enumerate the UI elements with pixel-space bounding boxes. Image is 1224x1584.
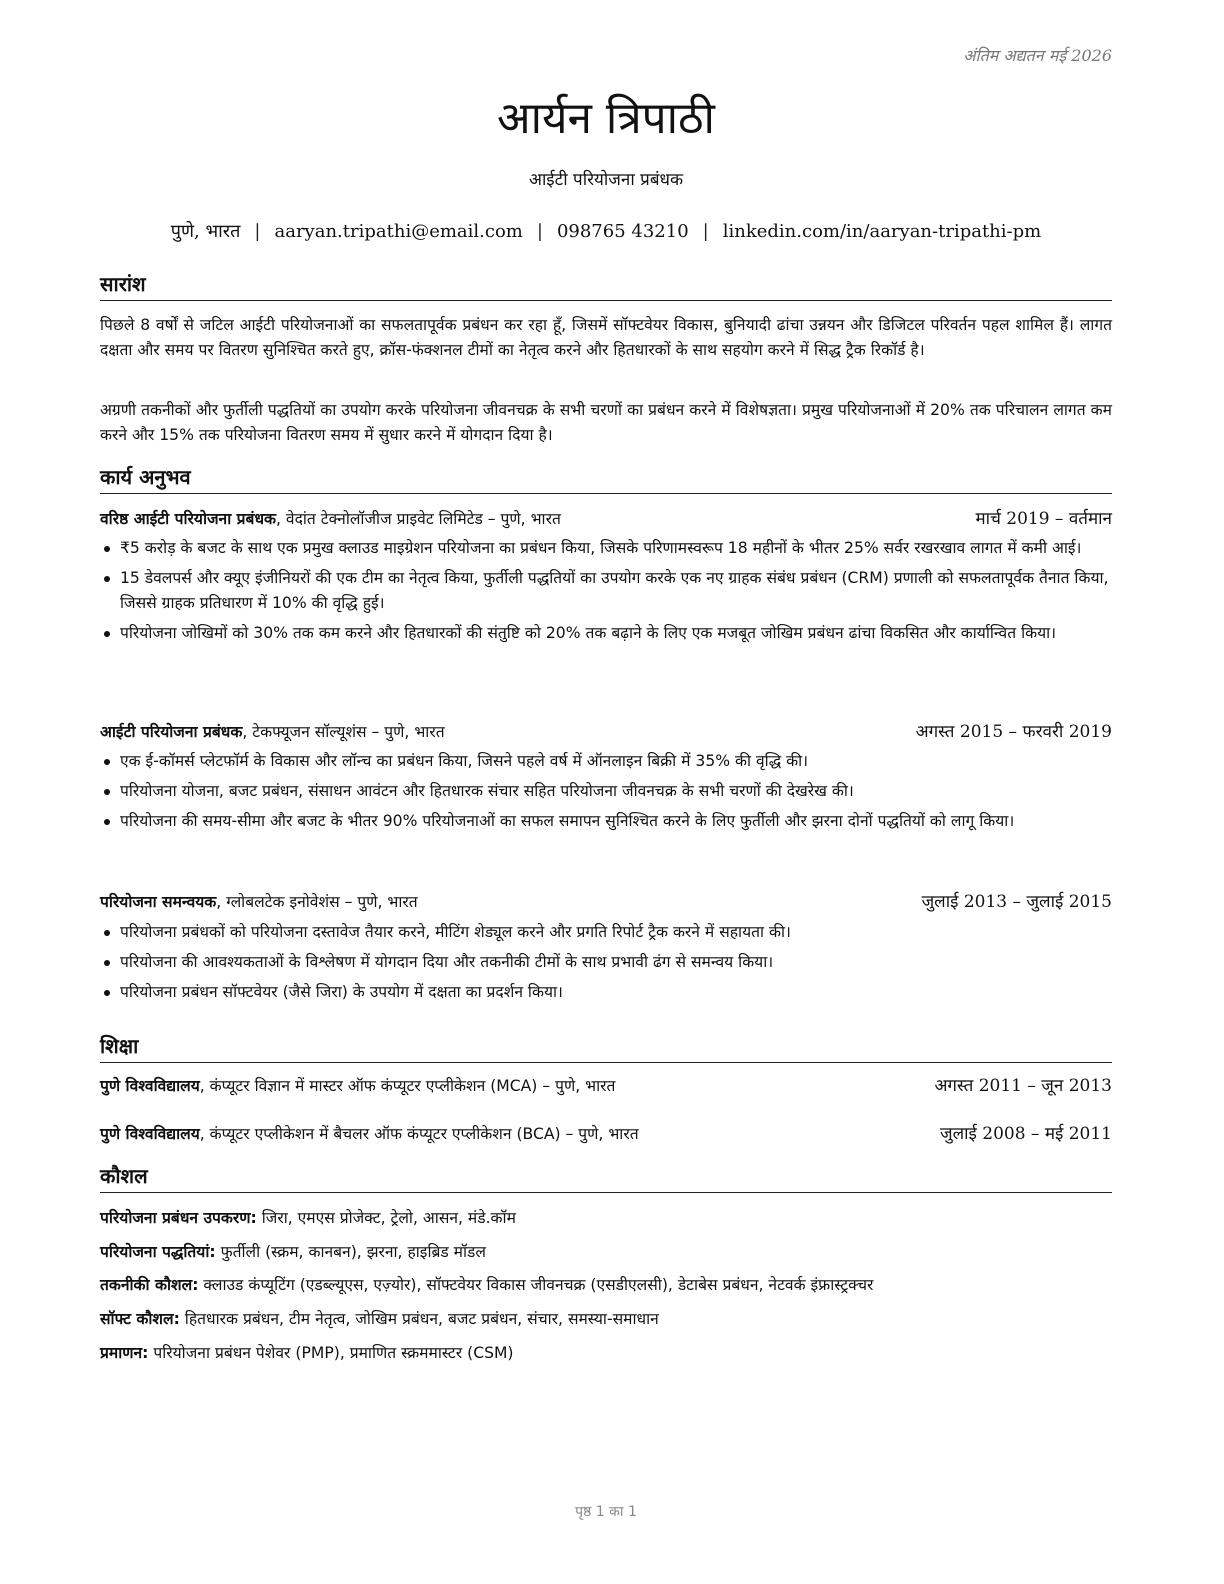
- skill-value: हितधारक प्रबंधन, टीम नेतृत्व, जोखिम प्रबंधन, बजट प्रबंधन, संचार, समस्या-समाधान: [179, 1310, 659, 1328]
- summary-paragraph: पिछले 8 वर्षों से जटिल आईटी परियोजनाओं का सफलतापूर्वक प्रबंधन कर रहा हूँ, जिसमें सॉफ्टवेयर विकास, बुनियादी ढांचा उन्नयन और डिजिटल परिवर्तन पहल शामिल हैं। लागत दक्षता और समय पर वितरण सुनिश्चित करते हुए, क्रॉस-फंक्शनल टीमों का नेतृत्व करने और हितधारकों के साथ सहयोग करने में सिद्ध ट्रैक रिकॉर्ड है।: [100, 316, 1112, 359]
- candidate-name: आर्यन त्रिपाठी: [497, 93, 715, 144]
- skill-value: क्लाउड कंप्यूटिंग (एडब्ल्यूएस, एज़्योर), सॉफ्टवेयर विकास जीवनचक्र (एसडीएलसी), डेटाबेस प्रबंधन, नेटवर्क इंफ्रास्ट्रक्चर: [198, 1276, 874, 1294]
- job-bullet: परियोजना जोखिमों को 30% तक कम करने और हितधारकों की संतुष्टि को 20% तक बढ़ाने के लिए एक मजबूत जोखिम प्रबंधन ढांचा विकसित और कार्यान्वित किया।: [100, 621, 1112, 646]
- education-entry: [100, 1074, 1112, 1098]
- skill-row: [100, 1307, 1112, 1331]
- contact-separator: |: [254, 221, 261, 242]
- job-bullet: परियोजना योजना, बजट प्रबंधन, संसाधन आवंटन और हितधारक संचार सहित परियोजना जीवनचक्र के सभी चरणों की देखरेख की।: [100, 779, 1112, 804]
- skill-row: [100, 1206, 1112, 1230]
- education-degree: , कंप्यूटर एप्लीकेशन में बैचलर ऑफ कंप्यूटर एप्लीकेशन (BCA) – पुणे, भारत: [199, 1125, 639, 1143]
- candidate-role: आईटी परियोजना प्रबंधक: [528, 170, 684, 190]
- job-organization: , टेकफ्यूजन सॉल्यूशंस – पुणे, भारत: [242, 723, 445, 741]
- contact-linkedin[interactable]: linkedin.com/in/aaryan-tripathi-pm: [722, 221, 1042, 242]
- skill-label: परियोजना प्रबंधन उपकरण:: [100, 1209, 257, 1227]
- job-bullet: परियोजना की आवश्यकताओं के विश्लेषण में योगदान दिया और तकनीकी टीमों के साथ प्रभावी ढंग से समन्वय किया।: [100, 950, 1112, 975]
- job-bullets: [100, 749, 1112, 839]
- job-dates: मार्च 2019 – वर्तमान: [975, 509, 1112, 529]
- job-bullet: एक ई-कॉमर्स प्लेटफॉर्म के विकास और लॉन्च का प्रबंधन किया, जिसने पहले वर्ष में ऑनलाइन बिक्री में 35% की वृद्धि की।: [100, 749, 1112, 774]
- skill-row: [100, 1273, 1112, 1297]
- job-organization: , वेदांत टेक्नोलॉजीज प्राइवेट लिमिटेड – पुणे, भारत: [276, 510, 561, 528]
- job-header: [100, 720, 1112, 744]
- contact-line: [100, 219, 1112, 243]
- job-header: [100, 890, 1112, 914]
- skill-label: सॉफ्ट कौशल:: [100, 1310, 180, 1328]
- job-bullet: परियोजना प्रबंधकों को परियोजना दस्तावेज तैयार करने, मीटिंग शेड्यूल करने और प्रगति रिपोर्ट ट्रैक करने में सहायता की।: [100, 920, 1112, 945]
- skill-row: [100, 1341, 1112, 1365]
- job-bullets: [100, 920, 1112, 1010]
- job-title: आईटी परियोजना प्रबंधक: [100, 723, 243, 741]
- contact-separator: |: [536, 221, 543, 242]
- skill-label: प्रमाणन:: [100, 1344, 149, 1362]
- job-bullet: परियोजना प्रबंधन सॉफ्टवेयर (जैसे जिरा) के उपयोग में दक्षता का प्रदर्शन किया।: [100, 980, 1112, 1005]
- skill-value: फुर्तीली (स्क्रम, कानबन), झरना, हाइब्रिड मॉडल: [215, 1243, 486, 1261]
- contact-separator: |: [702, 221, 709, 242]
- contact-email[interactable]: aaryan.tripathi@email.com: [274, 221, 523, 242]
- job-bullet: ₹5 करोड़ के बजट के साथ एक प्रमुख क्लाउड माइग्रेशन परियोजना का प्रबंधन किया, जिसके परिणामस्वरूप 18 महीनों के भीतर 25% सर्वर रखरखाव लागत में कमी आई।: [100, 536, 1112, 561]
- education-dates: जुलाई 2008 – मई 2011: [939, 1124, 1112, 1144]
- contact-location: पुणे, भारत: [170, 221, 241, 242]
- last-updated: अंतिम अद्यतन मई 2026: [963, 46, 1112, 65]
- job-title: परियोजना समन्वयक: [100, 893, 217, 911]
- job-organization: , ग्लोबलटेक इनोवेशंस – पुणे, भारत: [216, 893, 418, 911]
- section-title-summary: सारांश: [100, 270, 1112, 301]
- education-entry: [100, 1122, 1112, 1146]
- job-dates: जुलाई 2013 – जुलाई 2015: [921, 892, 1112, 912]
- section-title-experience: कार्य अनुभव: [100, 463, 1112, 494]
- resume-page: [100, 0, 1112, 1584]
- skill-value: परियोजना प्रबंधन पेशेवर (PMP), प्रमाणित स्क्रममास्टर (CSM): [148, 1344, 514, 1362]
- skill-value: जिरा, एमएस प्रोजेक्ट, ट्रेलो, आसन, मंडे.कॉम: [256, 1209, 516, 1227]
- education-institution: पुणे विश्वविद्यालय: [100, 1077, 200, 1095]
- job-bullet: 15 डेवलपर्स और क्यूए इंजीनियरों की एक टीम का नेतृत्व किया, फुर्तीली पद्धतियों का उपयोग करके एक नए ग्राहक संबंध प्रबंधन (CRM) प्रणाली को सफलतापूर्वक तैनात किया, जिससे ग्राहक प्रतिधारण में 10% की वृद्धि हुई।: [100, 566, 1112, 616]
- job-dates: अगस्त 2015 – फरवरी 2019: [915, 722, 1112, 742]
- summary-paragraph: अग्रणी तकनीकों और फुर्तीली पद्धतियों का उपयोग करके परियोजना जीवनचक्र के सभी चरणों का प्रबंधन करने में विशेषज्ञता। प्रमुख परियोजनाओं में 20% तक परिचालन लागत कम करने और 15% तक परियोजना वितरण समय में सुधार करने में योगदान दिया है।: [100, 401, 1112, 444]
- skill-row: [100, 1240, 1112, 1264]
- education-degree: , कंप्यूटर विज्ञान में मास्टर ऑफ कंप्यूटर एप्लीकेशन (MCA) – पुणे, भारत: [199, 1077, 616, 1095]
- job-title: वरिष्ठ आईटी परियोजना प्रबंधक: [100, 510, 277, 528]
- education-dates: अगस्त 2011 – जून 2013: [934, 1076, 1112, 1096]
- section-title-skills: कौशल: [100, 1162, 1112, 1193]
- skill-label: तकनीकी कौशल:: [100, 1276, 199, 1294]
- contact-phone: 098765 43210: [556, 221, 689, 242]
- job-bullet: परियोजना की समय-सीमा और बजट के भीतर 90% परियोजनाओं का सफल समापन सुनिश्चित करने के लिए फुर्तीली और झरना दोनों पद्धतियों को लागू किया।: [100, 809, 1112, 834]
- page-number: पृष्ठ 1 का 1: [575, 1504, 637, 1520]
- skill-label: परियोजना पद्धतियां:: [100, 1243, 216, 1261]
- education-institution: पुणे विश्वविद्यालय: [100, 1125, 200, 1143]
- job-bullets: [100, 536, 1112, 651]
- job-header: [100, 507, 1112, 531]
- section-title-education: शिक्षा: [100, 1032, 1112, 1063]
